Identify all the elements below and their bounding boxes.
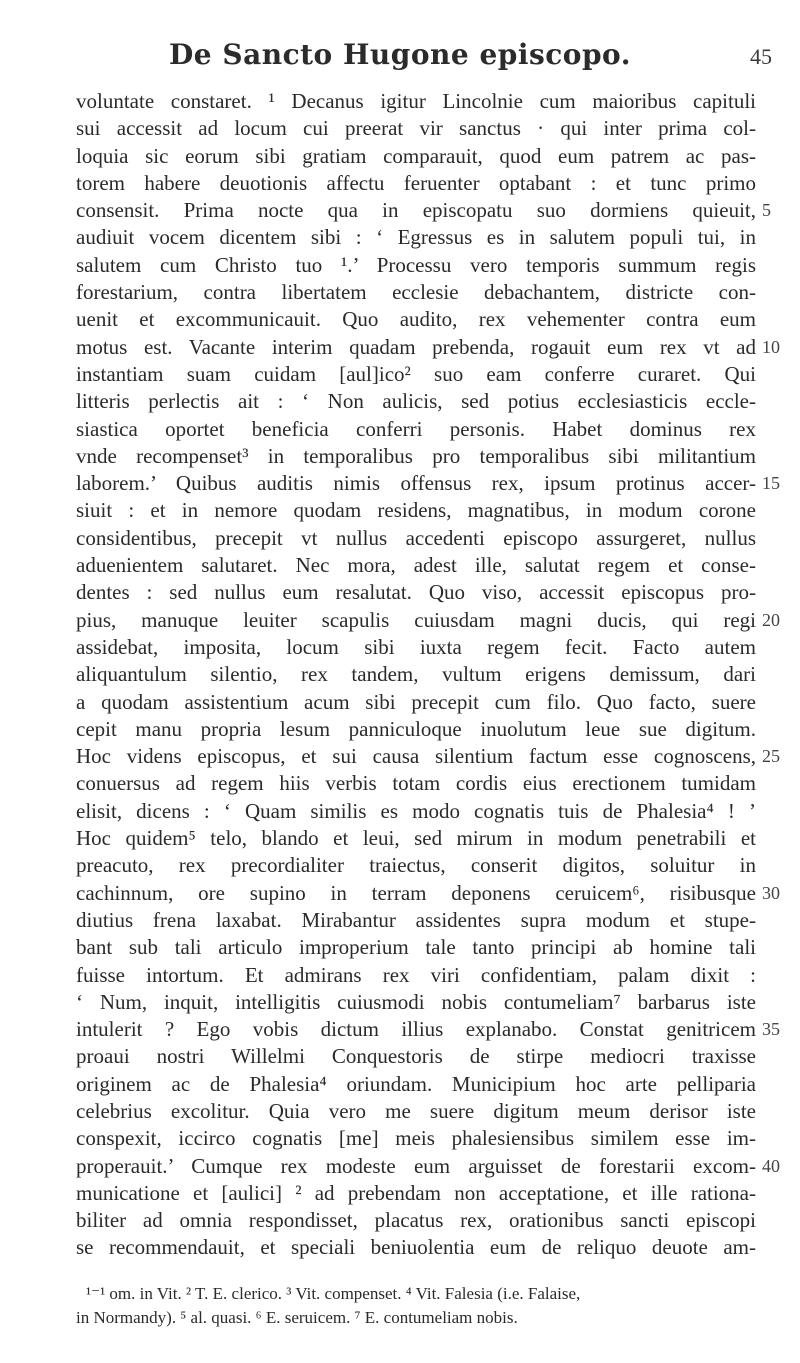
line-text: aliquantulum silentio, rex tandem, vultum erigens demissum, dari <box>76 662 756 687</box>
footnote-text: in Normandy). ⁵ al. quasi. ⁶ E. seruicem. ⁷ E. contumeliam nobis. <box>76 1308 518 1327</box>
footnotes <box>0 1282 800 1330</box>
line-text: siastica oportet beneficia conferri personis. Habet dominus rex <box>76 416 756 441</box>
text-line <box>0 115 800 142</box>
line-text: audiuit vocem dicentem sibi : ‘ Egressus es in salutem populi tui, in <box>76 225 756 250</box>
text-line <box>0 416 800 443</box>
text-line <box>0 1234 800 1261</box>
main-text <box>0 88 800 1262</box>
line-text: fuisse intortum. Et admirans rex viri confidentiam, palam dixit : <box>76 962 756 987</box>
line-text: siuit : et in nemore quodam residens, magnatibus, in modum corone <box>76 498 756 523</box>
page-header <box>0 38 800 78</box>
text-line <box>0 388 800 415</box>
text-line <box>0 770 800 797</box>
text-line <box>0 1098 800 1125</box>
text-line <box>0 1071 800 1098</box>
line-text: bant sub tali articulo improperium tale tanto principi ab homine tali <box>76 935 756 960</box>
text-line <box>0 470 800 497</box>
running-title: De Sancto Hugone episcopo. <box>169 38 631 71</box>
text-line <box>0 962 800 989</box>
line-text: proaui nostri Willelmi Conquestoris de stirpe mediocri traxisse <box>76 1044 756 1069</box>
line-text: forestarium, contra libertatem ecclesie debachantem, districte con- <box>76 280 756 305</box>
text-line <box>0 1016 800 1043</box>
text-line <box>0 934 800 961</box>
text-line <box>0 1153 800 1180</box>
line-number: 40 <box>762 1155 780 1176</box>
text-line <box>0 825 800 852</box>
text-line <box>0 306 800 333</box>
text-line <box>0 689 800 716</box>
text-line <box>0 143 800 170</box>
line-number: 10 <box>762 336 780 357</box>
line-text: assidebat, imposita, locum sibi iuxta regem fecit. Facto autem <box>76 634 756 659</box>
line-text: preacuto, rex precordialiter traiectus, conserit digitos, soluitur in <box>76 853 756 878</box>
line-text: pius, manuque leuiter scapulis cuiusdam magni ducis, qui regi <box>76 607 756 632</box>
text-line <box>0 552 800 579</box>
text-line <box>0 1125 800 1152</box>
text-line <box>0 1043 800 1070</box>
page-number: 45 <box>750 44 772 69</box>
text-line <box>0 170 800 197</box>
line-text: dentes : sed nullus eum resalutat. Quo viso, accessit episcopus pro- <box>76 580 756 605</box>
text-line <box>0 224 800 251</box>
line-text: salutem cum Christo tuo ¹.’ Processu vero temporis summum regis <box>76 252 756 277</box>
text-line <box>0 497 800 524</box>
line-text: cepit manu propria lesum panniculoque inuolutum leue sue digitum. <box>76 716 756 741</box>
footnote-line <box>0 1306 800 1330</box>
line-number: 15 <box>762 473 780 494</box>
line-text: voluntate constaret. ¹ Decanus igitur Lincolnie cum maioribus capituli <box>76 89 756 113</box>
text-line <box>0 852 800 879</box>
line-number: 30 <box>762 882 780 903</box>
text-line <box>0 989 800 1016</box>
line-number: 35 <box>762 1019 780 1040</box>
line-text: elisit, dicens : ‘ Quam similis es modo cognatis tuis de Phalesia⁴ ! ’ <box>76 798 756 823</box>
line-text: vnde recompenset³ in temporalibus pro temporalibus sibi militantium <box>76 443 756 468</box>
line-text: instantiam suam cuidam [aul]ico² suo eam conferre curaret. Qui <box>76 361 756 386</box>
line-text: diutius frena laxabat. Mirabantur assidentes supra modum et stupe- <box>76 907 756 932</box>
line-text: torem habere deuotionis affectu feruenter optabant : et tunc primo <box>76 170 756 195</box>
line-text: uenit et excommunicauit. Quo audito, rex vehementer contra eum <box>76 307 756 332</box>
text-line <box>0 607 800 634</box>
text-line <box>0 880 800 907</box>
text-line <box>0 88 800 115</box>
text-line <box>0 579 800 606</box>
text-line <box>0 661 800 688</box>
line-number: 5 <box>762 200 771 221</box>
footnote-text: ¹⁻¹ om. in Vit. ² T. E. clerico. ³ Vit. compenset. ⁴ Vit. Falesia (i.e. Falaise, <box>86 1284 581 1303</box>
line-text: Hoc quidem⁵ telo, blando et leui, sed mirum in modum penetrabili et <box>76 826 756 851</box>
line-text: laborem.’ Quibus auditis nimis offensus rex, ipsum protinus accer- <box>76 471 756 496</box>
text-line <box>0 361 800 388</box>
line-text: conspexit, iccirco cognatis [me] meis phalesiensibus similem esse im- <box>76 1126 756 1151</box>
line-text: biliter ad omnia respondisset, placatus rex, orationibus sancti episcopi <box>76 1208 756 1233</box>
text-line <box>0 1180 800 1207</box>
line-text: ‘ Num, inquit, intelligitis cuiusmodi nobis contumeliam⁷ barbarus iste <box>76 989 756 1014</box>
line-text: loquia sic eorum sibi gratiam comparauit, quod eum patrem ac pas- <box>76 143 756 168</box>
line-text: originem ac de Phalesia⁴ oriundam. Municipium hoc arte pelliparia <box>76 1071 756 1096</box>
line-text: celebrius excolitur. Quia vero me suere digitum meum derisor iste <box>76 1098 756 1123</box>
footnote-line <box>0 1282 800 1306</box>
line-text: properauit.’ Cumque rex modeste eum arguisset de forestarii excom- <box>76 1153 756 1178</box>
line-number: 25 <box>762 746 780 767</box>
line-text: a quodam assistentium acum sibi precepit cum filo. Quo facto, suere <box>76 689 756 714</box>
line-text: conuersus ad regem hiis verbis totam cordis eius erectionem tumidam <box>76 771 756 796</box>
text-line <box>0 1207 800 1234</box>
line-text: municatione et [aulici] ² ad prebendam non acceptatione, et ille rationa- <box>76 1180 756 1205</box>
text-line <box>0 743 800 770</box>
line-text: se recommendauit, et speciali beniuolentia eum de reliquo deuote am- <box>76 1235 756 1260</box>
text-line <box>0 252 800 279</box>
text-line <box>0 334 800 361</box>
line-text: intulerit ? Ego vobis dictum illius explanabo. Constat genitricem <box>76 1017 756 1042</box>
line-text: considentibus, precepit vt nullus accedenti episcopo assurgeret, nullus <box>76 525 756 550</box>
text-line <box>0 443 800 470</box>
line-text: consensit. Prima nocte qua in episcopatu suo dormiens quieuit, <box>76 198 756 223</box>
text-line <box>0 907 800 934</box>
text-line <box>0 279 800 306</box>
text-line <box>0 525 800 552</box>
line-text: sui accessit ad locum cui preerat vir sanctus · qui inter prima col- <box>76 116 756 141</box>
text-line <box>0 798 800 825</box>
text-line <box>0 716 800 743</box>
line-number: 20 <box>762 609 780 630</box>
line-text: aduenientem salutaret. Nec mora, adest ille, salutat regem et conse- <box>76 553 756 578</box>
line-text: cachinnum, ore supino in terram deponens ceruicem⁶, risibusque <box>76 880 756 905</box>
line-text: motus est. Vacante interim quadam prebenda, rogauit eum rex vt ad <box>76 334 756 359</box>
line-text: litteris perlectis ait : ‘ Non aulicis, sed potius ecclesiasticis eccle- <box>76 389 756 414</box>
text-line <box>0 634 800 661</box>
text-line <box>0 197 800 224</box>
line-text: Hoc videns episcopus, et sui causa silentium factum esse cognoscens, <box>76 744 756 769</box>
